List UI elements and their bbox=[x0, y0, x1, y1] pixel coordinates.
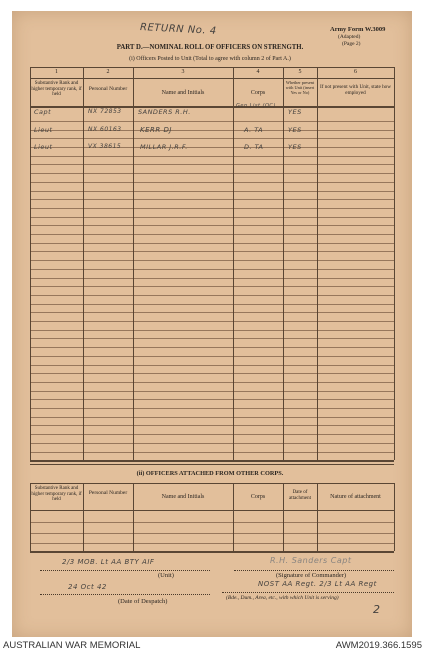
row3-corps: D. TA bbox=[244, 143, 264, 151]
row2-number: NX 60163 bbox=[88, 126, 122, 133]
row2-corps: A. TA bbox=[244, 126, 264, 134]
ruled-line bbox=[30, 243, 394, 244]
col-number-6: 6 bbox=[354, 69, 357, 75]
ruled-line bbox=[30, 208, 394, 209]
t2-header-date: Date of attachment bbox=[289, 490, 311, 501]
ruled-line bbox=[30, 234, 394, 235]
ruled-line bbox=[30, 434, 394, 435]
part-title: PART D.—NOMINAL ROLL OF OFFICERS ON STRENGTH. bbox=[116, 44, 304, 51]
bde-value: NOST AA Regt. 2/3 Lt AA Regt bbox=[258, 580, 377, 588]
ruled-line bbox=[30, 373, 394, 374]
ruled-line bbox=[30, 321, 394, 322]
header-rank: Substantive Rank and higher temporary rank, if held bbox=[31, 81, 82, 98]
t2-header-rank: Substantive Rank and higher temporary rank, if held bbox=[31, 486, 82, 503]
row1-rank: Capt bbox=[34, 108, 52, 116]
ruled-line bbox=[30, 138, 394, 139]
header-name: Name and Initials bbox=[161, 90, 205, 96]
ruled-line bbox=[30, 225, 394, 226]
col-number-5: 5 bbox=[298, 69, 302, 75]
ruled-line bbox=[30, 365, 394, 366]
date-value: 24 Oct 42 bbox=[68, 583, 107, 591]
unit-value: 2/3 MOB. Lt AA BTY AIF bbox=[62, 558, 155, 566]
signature-label: (Signature of Commander) bbox=[276, 572, 347, 579]
ruled-line bbox=[30, 338, 394, 339]
ruled-line bbox=[30, 278, 394, 279]
t2-header-nature: Nature of attachment bbox=[330, 494, 381, 500]
row1-name: SANDERS R.H. bbox=[138, 108, 191, 116]
header-corps: Corps bbox=[250, 90, 266, 96]
ruled-line bbox=[30, 417, 394, 418]
ruled-line bbox=[30, 164, 394, 165]
col-number-4: 4 bbox=[256, 69, 260, 75]
row2-present: YES bbox=[288, 126, 302, 134]
date-line bbox=[40, 594, 210, 595]
ruled-line bbox=[30, 304, 394, 305]
row1-number: NX 72853 bbox=[88, 108, 122, 115]
handwritten-title: RETURN No. 4 bbox=[139, 22, 217, 37]
row2-rank: Lieut bbox=[34, 126, 53, 134]
ruled-line bbox=[30, 286, 394, 287]
col-number-1: 1 bbox=[55, 69, 58, 75]
ruled-line bbox=[30, 173, 394, 174]
form-id: Army Form W.3009 bbox=[330, 26, 386, 33]
section-i-title: (i) Officers Posted to Unit (Total to agree with column 2 of Part A.) bbox=[129, 56, 291, 62]
ruled-line bbox=[30, 391, 394, 392]
col-number-3: 3 bbox=[181, 69, 185, 75]
ruled-line bbox=[30, 356, 394, 357]
section-ii-title: (ii) OFFICERS ATTACHED FROM OTHER CORPS. bbox=[136, 470, 284, 477]
form-page: (Page 2) bbox=[342, 41, 361, 47]
signature-line bbox=[234, 570, 394, 571]
row2-name: KERR DJ bbox=[140, 126, 172, 134]
t2-header-personal-number: Personal Number bbox=[88, 490, 128, 496]
ruled-line bbox=[30, 443, 394, 444]
row3-present: YES bbox=[288, 143, 302, 151]
ruled-line bbox=[30, 295, 394, 296]
caption-left: AUSTRALIAN WAR MEMORIAL bbox=[3, 640, 141, 651]
ruled-line bbox=[30, 399, 394, 400]
ruled-line bbox=[30, 217, 394, 218]
ruled-line bbox=[30, 156, 394, 157]
ruled-line bbox=[30, 330, 394, 331]
row3-rank: Lieut bbox=[34, 143, 53, 151]
ruled-line bbox=[30, 130, 394, 131]
bde-label: (Bde., Dum., Area, etc., with which Unit is serving) bbox=[226, 595, 339, 601]
ruled-line bbox=[30, 452, 394, 453]
row3-number: VX 38615 bbox=[88, 143, 122, 150]
header-employed: If not present with Unit, state how employed bbox=[319, 84, 392, 96]
ruled-line bbox=[30, 147, 394, 148]
caption-bar bbox=[0, 637, 425, 653]
page-mark: 2 bbox=[373, 603, 381, 616]
header-personal-number: Personal Number bbox=[88, 86, 128, 92]
caption-right: AWM2019.366.1595 bbox=[335, 640, 422, 651]
bde-line bbox=[222, 592, 394, 593]
ruled-line bbox=[30, 199, 394, 200]
header-present: Whether present with Unit (insert Yes or No) bbox=[285, 80, 315, 95]
row3-name: MILLAR J.R.F. bbox=[140, 143, 188, 151]
ruled-line bbox=[30, 182, 394, 183]
ruled-line bbox=[30, 191, 394, 192]
unit-label: (Unit) bbox=[158, 572, 174, 579]
t2-header-name: Name and Initials bbox=[161, 494, 205, 500]
signature-value: R.H. Sanders Capt bbox=[270, 556, 352, 565]
ruled-line bbox=[30, 269, 394, 270]
form-adapted: (Adapted) bbox=[338, 34, 361, 40]
ruled-line bbox=[30, 425, 394, 426]
ruled-line bbox=[30, 121, 394, 122]
ruled-line bbox=[30, 382, 394, 383]
t2-header-corps: Corps bbox=[250, 494, 266, 500]
col-number-2: 2 bbox=[106, 69, 110, 75]
row1-present: YES bbox=[288, 108, 302, 116]
ruled-line bbox=[30, 312, 394, 313]
ruled-line bbox=[30, 347, 394, 348]
ruled-line bbox=[30, 260, 394, 261]
ruled-line bbox=[30, 251, 394, 252]
row1-corps: Gen List (OC) bbox=[236, 103, 276, 109]
ruled-line bbox=[30, 408, 394, 409]
date-label: (Date of Despatch) bbox=[118, 598, 168, 605]
unit-line bbox=[40, 570, 210, 571]
